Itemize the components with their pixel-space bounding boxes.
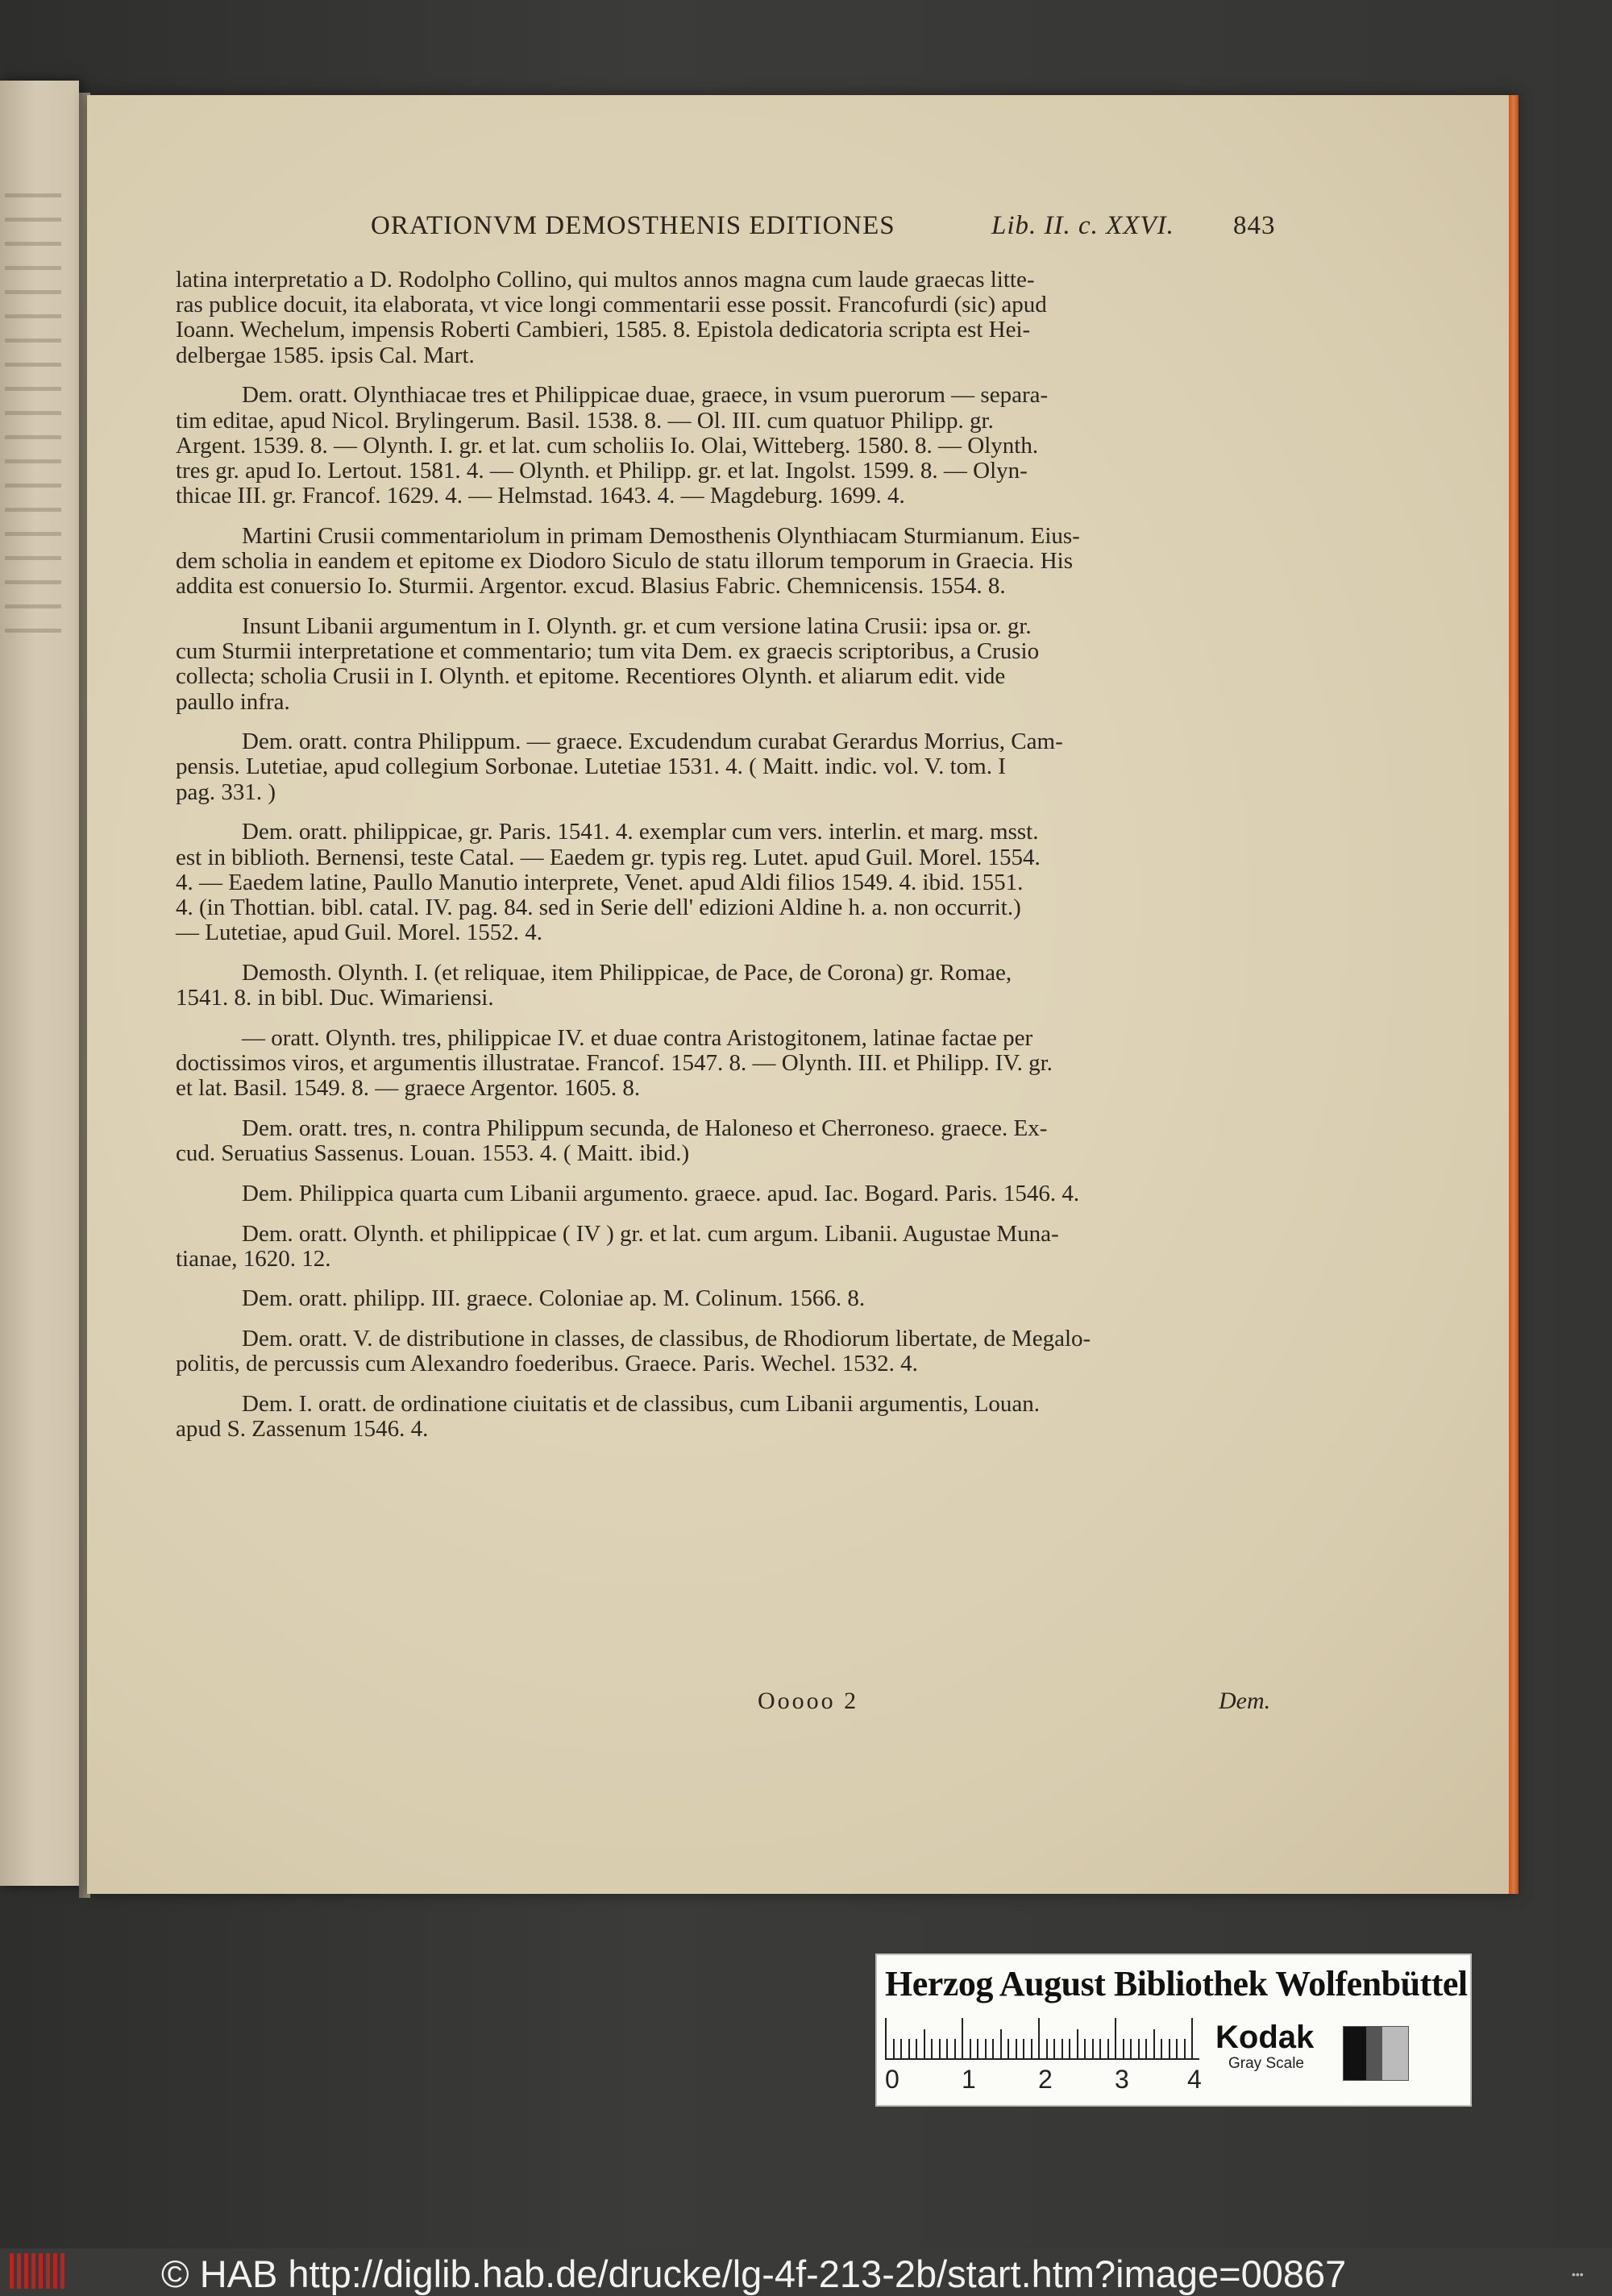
text-line: Argent. 1539. 8. — Olynth. I. gr. et lat. cum scholiis Io. Olai, Witteberg. 1580. 8. — Olynth.	[176, 432, 1039, 459]
ruler-tick	[1000, 2029, 1002, 2058]
ruler-number: 1	[962, 2065, 976, 2094]
ruler-scale-numbers	[885, 2065, 1207, 2097]
ruler-tick	[1084, 2039, 1086, 2058]
text-line: cud. Seruatius Sassenus. Louan. 1553. 4. ( Maitt. ibid.)	[176, 1140, 690, 1167]
ruler-tick	[954, 2039, 956, 2058]
running-title: ORATIONVM DEMOSTHENIS EDITIONES	[371, 211, 895, 240]
text-line: Dem. oratt. V. de distributione in classes, de classibus, de Rhodiorum libertate, de Megalo-	[242, 1326, 1091, 1352]
ruler-tick	[1046, 2039, 1048, 2058]
text-line: Insunt Libanii argumentum in I. Olynth. gr. et cum versione latina Crusii: ipsa or. gr.	[242, 612, 1032, 639]
ruler-tick	[1161, 2039, 1162, 2058]
paragraph	[176, 1181, 1282, 1206]
text-line: doctissimos viros, et argumentis illustratae. Francof. 1547. 8. — Olynth. III. et Philipp. IV. gr.	[176, 1049, 1053, 1076]
ruler-tick	[985, 2039, 987, 2058]
text-line: Dem. oratt. Olynthiacae tres et Philippicae duae, graece, in vsum puerorum — separa-	[242, 382, 1049, 409]
kodak-brand: Kodak	[1215, 2020, 1315, 2055]
library-name: Herzog August Bibliothek Wolfenbüttel	[885, 1964, 1468, 2003]
ruler-number: 0	[885, 2065, 899, 2094]
ruler-tick	[1153, 2029, 1155, 2058]
ruler-tick	[1123, 2039, 1124, 2058]
ruler-tick	[977, 2039, 978, 2058]
text-line: 4. — Eaedem latine, Paullo Manutio interprete, Venet. apud Aldi filios 1549. 4. ibid. 1551.	[176, 869, 1024, 895]
catchword: Dem.	[1219, 1688, 1271, 1714]
hab-logo-icon	[10, 2253, 64, 2289]
ruler-tick	[885, 2018, 887, 2058]
ruler-tick	[1130, 2039, 1132, 2058]
ruler-tick	[1107, 2039, 1109, 2058]
footer-dots: •••	[1572, 2268, 1584, 2281]
text-line: — Lutetiae, apud Guil. Morel. 1552. 4.	[176, 920, 543, 946]
ruler-number: 3	[1115, 2065, 1129, 2094]
ruler-tick	[931, 2039, 933, 2058]
facing-page-text-fragment	[5, 193, 61, 645]
ruler-tick	[1169, 2039, 1170, 2058]
ruler-tick	[1062, 2039, 1063, 2058]
paragraph	[176, 961, 1282, 1011]
paragraph	[176, 1026, 1282, 1102]
ruler-tick	[1092, 2039, 1094, 2058]
text-line: latina interpretatio a D. Rodolpho Collino, qui multos annos magna cum laude graecas litte-	[176, 267, 1035, 293]
text-line: et lat. Basil. 1549. 8. — graece Argentor. 1605. 8.	[176, 1075, 641, 1102]
text-line: est in biblioth. Bernensi, teste Catal. — Eaedem gr. typis reg. Lutet. apud Guil. Morel. 1554.	[176, 844, 1041, 870]
text-line: dem scholia in eandem et epitome ex Diodoro Siculo de statu illorum temporum in Graecia. His	[176, 548, 1074, 575]
text-line: Dem. I. oratt. de ordinatione ciuitatis et de classibus, cum Libanii argumentis, Louan.	[242, 1391, 1041, 1418]
ruler-tick	[1176, 2039, 1178, 2058]
paragraph	[176, 820, 1282, 945]
ruler-tick	[946, 2039, 948, 2058]
text-line: Dem. oratt. philipp. III. graece. Coloniae ap. M. Colinum. 1566. 8.	[242, 1285, 866, 1312]
ruler-tick	[900, 2039, 902, 2058]
ruler-tick	[1138, 2039, 1140, 2058]
text-line: addita est conuersio Io. Sturmii. Argentor. excud. Blasius Fabric. Chemnicensis. 1554. 8.	[176, 573, 1006, 600]
page-body	[176, 268, 1282, 1457]
text-line: 4. (in Thottian. bibl. catal. IV. pag. 84. sed in Serie dell' edizioni Aldine h. a. non occurrit.)	[176, 894, 1021, 920]
text-line: paullo infra.	[176, 688, 290, 715]
gray-scale-swatch	[1343, 2026, 1409, 2081]
ruler-tick	[1191, 2018, 1193, 2058]
page-fore-edge	[1509, 95, 1519, 1894]
paragraph	[176, 1222, 1282, 1272]
ruler-tick	[962, 2018, 963, 2058]
text-line: Dem. oratt. philippicae, gr. Paris. 1541. 4. exemplar cum vers. interlin. et marg. msst.	[242, 819, 1039, 845]
ruler-tick	[924, 2029, 925, 2058]
ruler-tick	[1077, 2029, 1078, 2058]
facing-page-edge	[0, 81, 79, 1886]
text-line: cum Sturmii interpretatione et commentario; tum vita Dem. ex graecis scriptoribus, a Crusio	[176, 638, 1040, 665]
text-line: Dem. oratt. Olynth. et philippicae ( IV ) gr. et lat. cum argum. Libanii. Augustae Muna-	[242, 1220, 1059, 1247]
text-line: tianae, 1620. 12.	[176, 1245, 331, 1272]
paragraph	[176, 614, 1282, 715]
ruler-tick	[1016, 2039, 1017, 2058]
ruler-tick	[1053, 2039, 1055, 2058]
ruler-tick	[992, 2039, 994, 2058]
permalink-text[interactable]: © HAB http://diglib.hab.de/drucke/lg-4f-213-2b/start.htm?image=00867	[161, 2252, 1347, 2295]
chapter-reference: Lib. II. c. XXVI.	[991, 211, 1174, 240]
ruler-tick	[970, 2039, 971, 2058]
ruler-tick	[1038, 2018, 1040, 2058]
ruler-tick	[1145, 2039, 1147, 2058]
text-line: apud S. Zassenum 1546. 4.	[176, 1416, 429, 1443]
text-line: tres gr. apud Io. Lertout. 1581. 4. — Olynth. et Philipp. gr. et lat. Ingolst. 1599. 8. — Olyn-	[176, 457, 1028, 484]
signature-mark: Ooooo 2	[758, 1688, 859, 1714]
paragraph	[176, 1286, 1282, 1311]
text-line: Dem. Philippica quarta cum Libanii argumento. graece. apud. Iac. Bogard. Paris. 1546. 4.	[242, 1180, 1080, 1206]
text-line: pag. 331. )	[176, 778, 276, 805]
ruler-tick	[893, 2039, 895, 2058]
paragraph	[176, 268, 1282, 368]
ruler-tick	[1099, 2039, 1101, 2058]
ruler-number: 4	[1187, 2065, 1202, 2094]
paragraph	[176, 383, 1282, 509]
paragraph	[176, 1392, 1282, 1442]
ruler-tick	[1023, 2039, 1024, 2058]
running-header	[371, 208, 1282, 256]
text-line: tim editae, apud Nicol. Brylingerum. Basil. 1538. 8. — Ol. III. cum quatuor Philipp. gr.	[176, 407, 994, 434]
text-line: Dem. oratt. contra Philippum. — graece. Excudendum curabat Gerardus Morrius, Cam-	[242, 729, 1063, 755]
ruler-tick	[1184, 2039, 1186, 2058]
paragraph	[176, 524, 1282, 600]
ruler-tick	[1115, 2018, 1116, 2058]
text-line: ras publice docuit, ita elaborata, vt vice longi commentarii esse possit. Francofurdi (sic) apud	[176, 292, 1047, 318]
text-line: collecta; scholia Crusii in I. Olynth. et epitome. Recentiores Olynth. et aliarum edit. vide	[176, 663, 1006, 690]
text-line: — oratt. Olynth. tres, philippicae IV. et duae contra Aristogitonem, latinae factae per	[242, 1024, 1033, 1051]
ruler-number: 2	[1038, 2065, 1053, 2094]
text-line: 1541. 8. in bibl. Duc. Wimariensi.	[176, 985, 494, 1011]
text-line: politis, de percussis cum Alexandro foederibus. Graece. Paris. Wechel. 1532. 4.	[176, 1351, 918, 1377]
text-line: Martini Crusii commentariolum in primam Demosthenis Olynthiacam Sturmianum. Eius-	[242, 522, 1080, 549]
ruler-tick	[908, 2039, 910, 2058]
gray-scale-label: Gray Scale	[1228, 2055, 1304, 2072]
measurement-ruler	[885, 2016, 1199, 2060]
paragraph	[176, 1116, 1282, 1166]
ruler-tick	[1008, 2039, 1009, 2058]
ruler-tick	[1031, 2039, 1032, 2058]
text-line: delbergae 1585. ipsis Cal. Mart.	[176, 342, 475, 368]
text-line: thicae III. gr. Francof. 1629. 4. — Helmstad. 1643. 4. — Magdeburg. 1699. 4.	[176, 483, 905, 509]
text-line: Dem. oratt. tres, n. contra Philippum secunda, de Haloneso et Cherroneso. graece. Ex-	[242, 1115, 1048, 1141]
text-line: Ioann. Wechelum, impensis Roberti Cambieri, 1585. 8. Epistola dedicatoria scripta est Hei-	[176, 317, 1031, 343]
text-line: Demosth. Olynth. I. (et reliquae, item Philippicae, de Pace, de Corona) gr. Romae,	[242, 959, 1012, 986]
ruler-tick	[939, 2039, 941, 2058]
library-color-card	[875, 1953, 1472, 2107]
ruler-tick	[916, 2039, 917, 2058]
ruler-tick	[1069, 2039, 1070, 2058]
page-number: 843	[1233, 211, 1276, 240]
paragraph	[176, 729, 1282, 805]
paragraph	[176, 1327, 1282, 1376]
text-line: pensis. Lutetiae, apud collegium Sorbonae. Lutetiae 1531. 4. ( Maitt. indic. vol. V. tom. I	[176, 754, 1006, 780]
